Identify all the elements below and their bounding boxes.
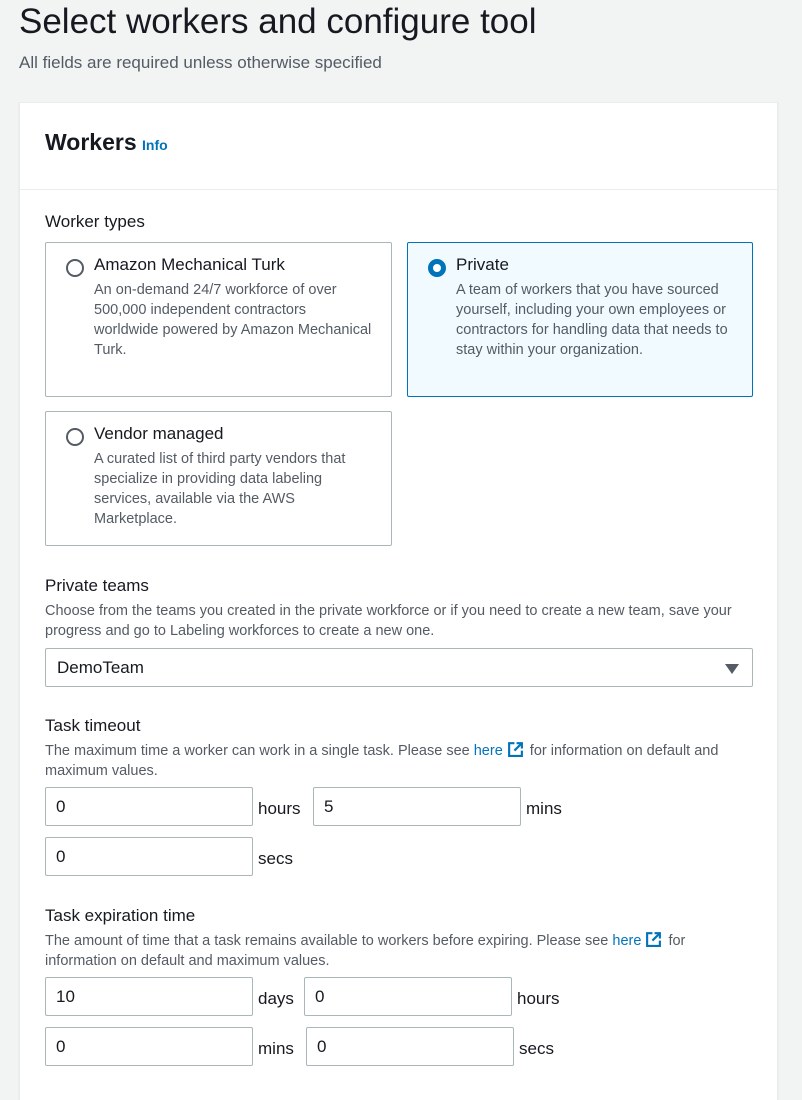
task-expiration-label: Task expiration time <box>45 906 196 925</box>
page-title: Select workers and configure tool <box>19 2 537 41</box>
mins-unit: mins <box>258 1039 294 1058</box>
hours-unit: hours <box>517 989 560 1008</box>
tile-description: A team of workers that you have sourced yourself, including your own employees or contractors for handling data that needs to stay within your organization. <box>456 282 728 358</box>
desc-text: for information on default and maximum values. <box>45 933 686 969</box>
hours-unit: hours <box>258 799 301 818</box>
secs-unit: secs <box>519 1039 554 1058</box>
expiration-hours-input[interactable] <box>304 977 512 1016</box>
here-link[interactable]: here <box>473 743 503 759</box>
radio-vendor[interactable] <box>66 428 84 446</box>
caret-down-icon <box>725 664 739 674</box>
tile-description: An on-demand 24/7 workforce of over 500,000 independent contractors worldwide powered by Amazon Mechanical Turk. <box>94 282 372 358</box>
desc-text: The maximum time a worker can work in a single task. Please see <box>45 743 474 759</box>
external-link-icon <box>507 741 524 758</box>
workers-panel <box>19 102 778 1100</box>
radio-private[interactable] <box>428 259 446 277</box>
panel-title: Workers <box>45 129 137 155</box>
tile-title: Amazon Mechanical Turk <box>94 255 285 274</box>
page-subtitle: All fields are required unless otherwise specified <box>19 53 382 72</box>
task-timeout-description <box>45 741 745 781</box>
expiration-mins-input[interactable] <box>45 1027 253 1066</box>
tile-description: A curated list of third party vendors that specialize in providing data labeling services, available via the AWS Marketplace. <box>94 451 346 527</box>
expiration-secs-input[interactable] <box>306 1027 514 1066</box>
timeout-hours-input[interactable] <box>45 787 253 826</box>
private-teams-label: Private teams <box>45 576 149 595</box>
desc-text: The amount of time that a task remains available to workers before expiring. Please see <box>45 933 613 949</box>
private-teams-select[interactable] <box>45 648 753 687</box>
expiration-days-input[interactable] <box>45 977 253 1016</box>
tile-title: Private <box>456 255 509 274</box>
secs-unit: secs <box>258 849 293 868</box>
tile-title: Vendor managed <box>94 424 224 443</box>
timeout-secs-input[interactable] <box>45 837 253 876</box>
worker-type-tile-mturk[interactable] <box>45 242 392 397</box>
panel-header <box>20 103 777 190</box>
desc-text: for information on default and maximum values. <box>45 743 719 779</box>
private-teams-description: Choose from the teams you created in the private workforce or if you need to create a new team, save your progress and go to Labeling workforces to create a new one. <box>45 603 732 639</box>
worker-types-label: Worker types <box>45 212 145 231</box>
info-link[interactable]: Info <box>142 137 168 153</box>
worker-type-tile-private[interactable] <box>407 242 753 397</box>
task-timeout-label: Task timeout <box>45 716 141 735</box>
external-link-icon <box>645 931 662 948</box>
radio-mturk[interactable] <box>66 259 84 277</box>
days-unit: days <box>258 989 294 1008</box>
timeout-mins-input[interactable] <box>313 787 521 826</box>
task-expiration-description <box>45 931 750 971</box>
select-value: DemoTeam <box>57 658 144 677</box>
here-link[interactable]: here <box>612 933 642 949</box>
mins-unit: mins <box>526 799 562 818</box>
worker-type-tile-vendor[interactable] <box>45 411 392 546</box>
